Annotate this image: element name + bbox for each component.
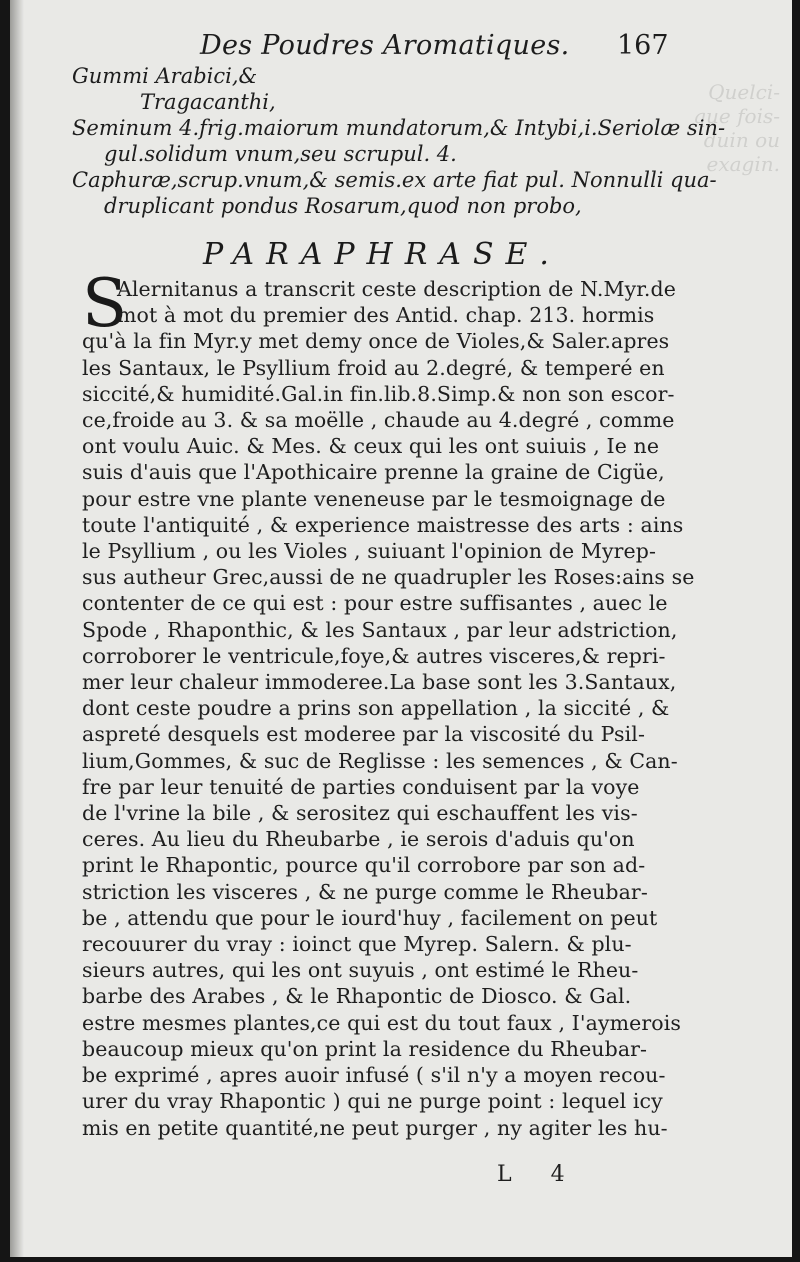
- recipe-line: Seminum 4.frig.maiorum mundatorum,& Intybi,i.Seriolæ sin-: [72, 116, 726, 140]
- body-line: sus autheur Grec,aussi de ne quadrupler les Roses:ains se: [82, 565, 695, 590]
- body-line: pour estre vne plante veneneuse par le tesmoignage de: [82, 486, 666, 511]
- body-line: ont voulu Auic. & Mes. & ceux qui les ont suiuis , Ie ne: [82, 434, 660, 459]
- body-line: Alernitanus a transcrit ceste description de N.Myr.de: [117, 277, 676, 301]
- body-line: Spode , Rhaponthic, & les Santaux , par leur adstriction,: [82, 617, 678, 642]
- body-line: qu'à la fin Myr.y met demy once de Violes,& Saler.apres: [82, 329, 670, 354]
- body-line: toute l'antiquité , & experience maistresse des arts : ains: [82, 512, 684, 537]
- body-line: les Santaux, le Psyllium froid au 2.degré, & temperé en: [82, 355, 665, 380]
- body-line: aspreté desquels est moderee par la viscosité du Psil-: [82, 722, 645, 747]
- running-title: Des Poudres Aromatiques.: [200, 30, 570, 61]
- bleed-through-text: Quelci- que fois- duin ou exagin.: [693, 80, 780, 176]
- recipe-block: [72, 63, 726, 219]
- recipe-line: gul.solidum vnum,seu scrupul. 4.: [104, 142, 457, 166]
- recipe-line: Tragacanthi,: [140, 90, 276, 114]
- body-line: sieurs autres, qui les ont suyuis , ont estimé le Rheu-: [82, 958, 639, 983]
- page-number: 167: [617, 30, 669, 61]
- body-line: print le Rhapontic, pource qu'il corrobore par son ad-: [82, 853, 646, 878]
- body-line: barbe des Arabes , & le Rhapontic de Diosco. & Gal.: [82, 984, 632, 1009]
- page-gutter-shadow: [10, 0, 24, 1257]
- body-line: estre mesmes plantes,ce qui est du tout faux , I'aymerois: [82, 1010, 682, 1035]
- body-line: corroborer le ventricule,foye,& autres visceres,& repri-: [82, 643, 666, 668]
- body-line: be exprimé , apres auoir infusé ( s'il n'y a moyen recou-: [82, 1063, 666, 1088]
- body-line: ceres. Au lieu du Rheubarbe , ie serois d'aduis qu'on: [82, 827, 635, 852]
- body-line: mot à mot du premier des Antid. chap. 213. hormis: [117, 303, 655, 328]
- section-title: PARAPHRASE.: [203, 237, 561, 272]
- signature-mark: L 4: [497, 1162, 581, 1187]
- body-line: fre par leur tenuité de parties conduisent par la voye: [82, 774, 640, 799]
- body-line: ce,froide au 3. & sa moëlle , chaude au 4.degré , comme: [82, 408, 675, 433]
- recipe-line: druplicant pondus Rosarum,quod non probo,: [104, 194, 582, 218]
- body-line: recouurer du vray : ioinct que Myrep. Salern. & plu-: [82, 932, 632, 957]
- body-line: mis en petite quantité,ne peut purger , ny agiter les hu-: [82, 1115, 668, 1140]
- paraphrase-body: [82, 265, 695, 1141]
- body-line: dont ceste poudre a prins son appellation , la siccité , &: [82, 696, 670, 721]
- body-line: de l'vrine la bile , & serositez qui eschauffent les vis-: [82, 801, 638, 826]
- body-line: mer leur chaleur immoderee.La base sont les 3.Santaux,: [82, 670, 677, 695]
- body-line: lium,Gommes, & suc de Reglisse : les semences , & Can-: [82, 748, 678, 773]
- recipe-line: Gummi Arabici,&: [72, 64, 258, 88]
- body-line: contenter de ce qui est : pour estre suffisantes , auec le: [82, 591, 668, 616]
- body-line: le Psyllium , ou les Violes , suiuant l'opinion de Myrep-: [82, 539, 657, 564]
- body-line: urer du vray Rhapontic ) qui ne purge point : lequel icy: [82, 1089, 663, 1114]
- body-line: be , attendu que pour le iourd'huy , facilement on peut: [82, 905, 658, 930]
- recipe-line: Caphuræ,scrup.vnum,& semis.ex arte fiat pul. Nonnulli qua-: [72, 168, 717, 192]
- drop-cap: S: [82, 265, 128, 342]
- body-line: striction les visceres , & ne purge comme le Rheubar-: [82, 879, 648, 904]
- body-line: siccité,& humidité.Gal.in fin.lib.8.Simp.& non son escor-: [82, 381, 675, 406]
- body-line: beaucoup mieux qu'on print la residence du Rheubar-: [82, 1036, 648, 1061]
- body-line: suis d'auis que l'Apothicaire prenne la graine de Cigüe,: [82, 460, 665, 485]
